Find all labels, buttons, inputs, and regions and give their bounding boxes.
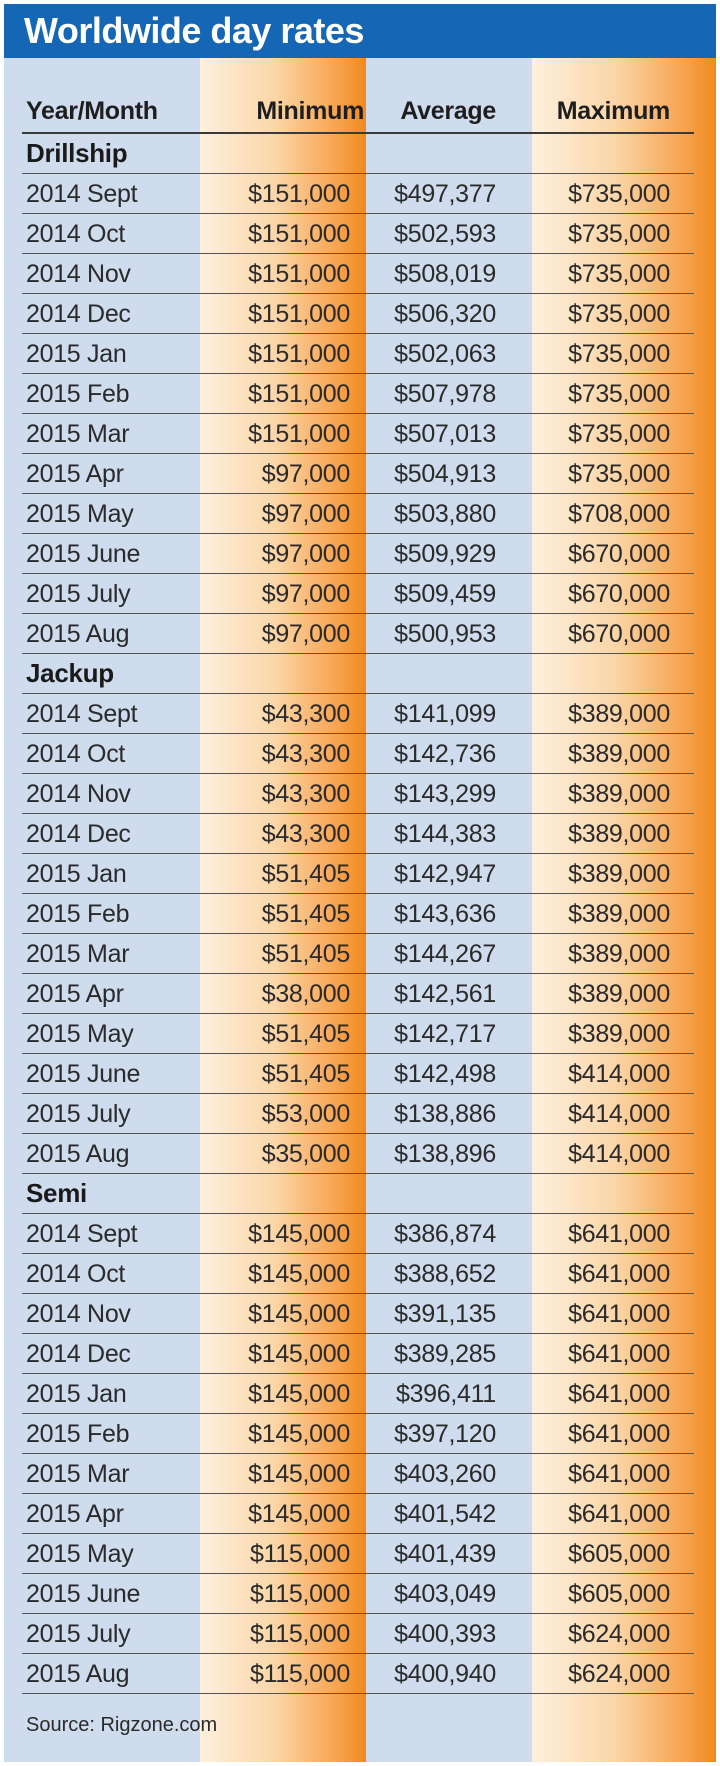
cell-period: 2015 Feb xyxy=(26,900,130,928)
cell-period: 2014 Oct xyxy=(26,1260,126,1288)
cell-average: $400,940 xyxy=(394,1660,496,1688)
cell-maximum: $414,000 xyxy=(568,1060,670,1088)
cell-maximum: $624,000 xyxy=(568,1620,670,1648)
cell-period: 2014 Dec xyxy=(26,1340,131,1368)
cell-average: $509,929 xyxy=(394,540,496,568)
cell-maximum: $670,000 xyxy=(568,620,670,648)
cell-maximum: $641,000 xyxy=(568,1300,670,1328)
cell-minimum: $97,000 xyxy=(261,460,350,488)
cell-average: $388,652 xyxy=(394,1260,496,1288)
cell-average: $397,120 xyxy=(394,1420,496,1448)
cell-average: $144,267 xyxy=(394,940,496,968)
cell-maximum: $735,000 xyxy=(568,380,670,408)
header-year-month: Year/Month xyxy=(26,97,158,125)
cell-maximum: $641,000 xyxy=(568,1380,670,1408)
cell-maximum: $735,000 xyxy=(568,180,670,208)
cell-minimum: $53,000 xyxy=(261,1100,350,1128)
cell-average: $396,411 xyxy=(395,1380,496,1408)
cell-maximum: $670,000 xyxy=(568,580,670,608)
cell-average: $143,636 xyxy=(394,900,496,928)
cell-minimum: $145,000 xyxy=(248,1460,350,1488)
cell-maximum: $735,000 xyxy=(568,420,670,448)
cell-average: $142,561 xyxy=(394,980,496,1008)
cell-maximum: $735,000 xyxy=(568,260,670,288)
cell-minimum: $151,000 xyxy=(248,300,350,328)
cell-period: 2014 Nov xyxy=(26,780,131,808)
cell-minimum: $115,000 xyxy=(249,1540,350,1568)
cell-average: $500,953 xyxy=(394,620,496,648)
cell-maximum: $389,000 xyxy=(568,860,670,888)
cell-average: $504,913 xyxy=(394,460,496,488)
table-row xyxy=(22,1374,694,1414)
table-row xyxy=(22,1534,694,1574)
cell-minimum: $97,000 xyxy=(261,540,350,568)
table-row xyxy=(22,494,694,534)
cell-maximum: $641,000 xyxy=(568,1420,670,1448)
cell-period: 2015 Mar xyxy=(26,940,130,968)
cell-average: $503,880 xyxy=(394,500,496,528)
cell-minimum: $151,000 xyxy=(248,180,350,208)
cell-minimum: $97,000 xyxy=(261,500,350,528)
cell-average: $502,593 xyxy=(394,220,496,248)
table-row xyxy=(22,1054,694,1094)
table-row xyxy=(22,694,694,734)
cell-period: 2015 Feb xyxy=(26,1420,130,1448)
cell-average: $401,439 xyxy=(394,1540,496,1568)
cell-maximum: $641,000 xyxy=(568,1260,670,1288)
source-note: Source: Rigzone.com xyxy=(26,1714,218,1736)
table-row xyxy=(22,254,694,294)
cell-maximum: $641,000 xyxy=(568,1340,670,1368)
cell-average: $403,049 xyxy=(394,1580,496,1608)
cell-minimum: $145,000 xyxy=(248,1260,350,1288)
cell-average: $502,063 xyxy=(394,340,496,368)
cell-average: $507,978 xyxy=(394,380,496,408)
cell-minimum: $51,405 xyxy=(261,1020,350,1048)
table-row xyxy=(22,1294,694,1334)
cell-maximum: $708,000 xyxy=(568,500,670,528)
cell-period: 2015 Aug xyxy=(26,620,130,648)
cell-maximum: $605,000 xyxy=(568,1580,670,1608)
cell-period: 2015 July xyxy=(26,580,131,608)
table-row xyxy=(22,1134,694,1174)
table-row xyxy=(22,414,694,454)
cell-period: 2015 July xyxy=(26,1100,131,1128)
cell-average: $391,135 xyxy=(394,1300,496,1328)
table-row xyxy=(22,614,694,654)
cell-maximum: $641,000 xyxy=(568,1460,670,1488)
table-rows xyxy=(4,58,716,1694)
cell-maximum: $670,000 xyxy=(568,540,670,568)
cell-average: $389,285 xyxy=(394,1340,496,1368)
table-row xyxy=(22,814,694,854)
table-row xyxy=(22,1094,694,1134)
cell-period: 2014 Dec xyxy=(26,820,131,848)
cell-period: 2015 Jan xyxy=(26,1380,127,1408)
cell-minimum: $43,300 xyxy=(261,820,350,848)
cell-average: $141,099 xyxy=(394,700,496,728)
cell-minimum: $151,000 xyxy=(248,380,350,408)
cell-maximum: $605,000 xyxy=(568,1540,670,1568)
cell-minimum: $51,405 xyxy=(261,860,350,888)
cell-minimum: $151,000 xyxy=(248,340,350,368)
cell-period: 2015 May xyxy=(26,1020,134,1048)
cell-maximum: $735,000 xyxy=(568,220,670,248)
cell-minimum: $145,000 xyxy=(248,1340,350,1368)
cell-period: 2014 Dec xyxy=(26,300,131,328)
cell-minimum: $145,000 xyxy=(248,1380,350,1408)
table-body xyxy=(4,58,716,1762)
cell-average: $506,320 xyxy=(394,300,496,328)
table-row xyxy=(22,1014,694,1054)
cell-period: 2015 Apr xyxy=(26,460,124,488)
table-header-row xyxy=(22,58,694,134)
cell-maximum: $389,000 xyxy=(568,980,670,1008)
cell-period: 2014 Sept xyxy=(26,700,138,728)
cell-minimum: $35,000 xyxy=(261,1140,350,1168)
figure-title: Worldwide day rates xyxy=(4,4,716,58)
cell-minimum: $97,000 xyxy=(261,620,350,648)
cell-maximum: $641,000 xyxy=(568,1500,670,1528)
table-row xyxy=(22,1334,694,1374)
cell-average: $386,874 xyxy=(394,1220,496,1248)
cell-period: 2015 Jan xyxy=(26,860,127,888)
table-row xyxy=(22,894,694,934)
table-row xyxy=(22,1614,694,1654)
cell-minimum: $115,000 xyxy=(249,1580,350,1608)
cell-period: 2015 Mar xyxy=(26,420,130,448)
cell-maximum: $389,000 xyxy=(568,700,670,728)
rates-table-figure xyxy=(4,4,716,1762)
cell-period: 2015 July xyxy=(26,1620,131,1648)
cell-average: $403,260 xyxy=(394,1460,496,1488)
cell-period: 2015 May xyxy=(26,500,134,528)
header-maximum: Maximum xyxy=(556,97,670,125)
cell-maximum: $414,000 xyxy=(568,1140,670,1168)
cell-period: 2014 Nov xyxy=(26,260,131,288)
table-row xyxy=(22,1214,694,1254)
cell-average: $401,542 xyxy=(394,1500,496,1528)
cell-average: $507,013 xyxy=(394,420,496,448)
table-row xyxy=(22,854,694,894)
cell-period: 2015 May xyxy=(26,1540,134,1568)
section-label: Drillship xyxy=(26,138,128,168)
cell-average: $142,736 xyxy=(394,740,496,768)
cell-maximum: $389,000 xyxy=(568,780,670,808)
cell-minimum: $145,000 xyxy=(248,1220,350,1248)
table-row xyxy=(22,534,694,574)
cell-maximum: $735,000 xyxy=(568,300,670,328)
cell-minimum: $43,300 xyxy=(261,780,350,808)
table-row xyxy=(22,294,694,334)
cell-period: 2015 Feb xyxy=(26,380,130,408)
cell-maximum: $389,000 xyxy=(568,940,670,968)
cell-maximum: $414,000 xyxy=(568,1100,670,1128)
cell-average: $509,459 xyxy=(394,580,496,608)
cell-minimum: $43,300 xyxy=(261,740,350,768)
cell-minimum: $145,000 xyxy=(248,1420,350,1448)
cell-average: $138,896 xyxy=(394,1140,496,1168)
table-row xyxy=(22,174,694,214)
table-row xyxy=(22,774,694,814)
table-row xyxy=(22,574,694,614)
cell-average: $138,886 xyxy=(394,1100,496,1128)
table-row xyxy=(22,1414,694,1454)
cell-period: 2015 Aug xyxy=(26,1140,130,1168)
cell-minimum: $43,300 xyxy=(261,700,350,728)
cell-minimum: $151,000 xyxy=(248,260,350,288)
cell-minimum: $51,405 xyxy=(261,900,350,928)
table-row xyxy=(22,214,694,254)
cell-maximum: $735,000 xyxy=(568,340,670,368)
cell-period: 2015 Apr xyxy=(26,1500,124,1528)
cell-average: $497,377 xyxy=(394,180,496,208)
cell-minimum: $38,000 xyxy=(261,980,350,1008)
cell-maximum: $624,000 xyxy=(568,1660,670,1688)
cell-period: 2015 June xyxy=(26,1580,141,1608)
cell-period: 2014 Sept xyxy=(26,1220,138,1248)
table-row xyxy=(22,1454,694,1494)
cell-maximum: $735,000 xyxy=(568,460,670,488)
table-row xyxy=(22,1494,694,1534)
cell-period: 2015 June xyxy=(26,540,141,568)
cell-minimum: $51,405 xyxy=(261,940,350,968)
cell-period: 2015 Jan xyxy=(26,340,127,368)
cell-average: $144,383 xyxy=(394,820,496,848)
cell-period: 2014 Oct xyxy=(26,220,126,248)
cell-period: 2015 Mar xyxy=(26,1460,130,1488)
cell-period: 2014 Nov xyxy=(26,1300,131,1328)
cell-maximum: $641,000 xyxy=(568,1220,670,1248)
table-row xyxy=(22,1254,694,1294)
cell-maximum: $389,000 xyxy=(568,900,670,928)
cell-average: $142,498 xyxy=(394,1060,496,1088)
cell-minimum: $145,000 xyxy=(248,1300,350,1328)
cell-period: 2014 Oct xyxy=(26,740,126,768)
table-row xyxy=(22,454,694,494)
table-row xyxy=(22,734,694,774)
section-row-semi xyxy=(22,1174,694,1214)
cell-minimum: $151,000 xyxy=(248,420,350,448)
cell-average: $143,299 xyxy=(394,780,496,808)
cell-period: 2015 June xyxy=(26,1060,141,1088)
section-row-drillship xyxy=(22,134,694,174)
cell-average: $400,393 xyxy=(394,1620,496,1648)
section-row-jackup xyxy=(22,654,694,694)
cell-average: $142,717 xyxy=(394,1020,496,1048)
table-row xyxy=(22,934,694,974)
cell-minimum: $115,000 xyxy=(249,1620,350,1648)
table-row xyxy=(22,374,694,414)
cell-minimum: $115,000 xyxy=(249,1660,350,1688)
cell-minimum: $145,000 xyxy=(248,1500,350,1528)
section-label: Jackup xyxy=(26,658,114,688)
cell-average: $142,947 xyxy=(394,860,496,888)
cell-maximum: $389,000 xyxy=(568,740,670,768)
section-label: Semi xyxy=(26,1178,87,1208)
cell-minimum: $151,000 xyxy=(248,220,350,248)
cell-period: 2015 Apr xyxy=(26,980,124,1008)
cell-period: 2014 Sept xyxy=(26,180,138,208)
cell-maximum: $389,000 xyxy=(568,820,670,848)
header-minimum: Minimum xyxy=(256,97,364,125)
cell-minimum: $51,405 xyxy=(261,1060,350,1088)
cell-period: 2015 Aug xyxy=(26,1660,130,1688)
table-row xyxy=(22,1654,694,1694)
table-row xyxy=(22,974,694,1014)
table-row xyxy=(22,334,694,374)
cell-minimum: $97,000 xyxy=(261,580,350,608)
cell-maximum: $389,000 xyxy=(568,1020,670,1048)
table-row xyxy=(22,1574,694,1614)
cell-average: $508,019 xyxy=(394,260,496,288)
header-average: Average xyxy=(400,97,496,125)
